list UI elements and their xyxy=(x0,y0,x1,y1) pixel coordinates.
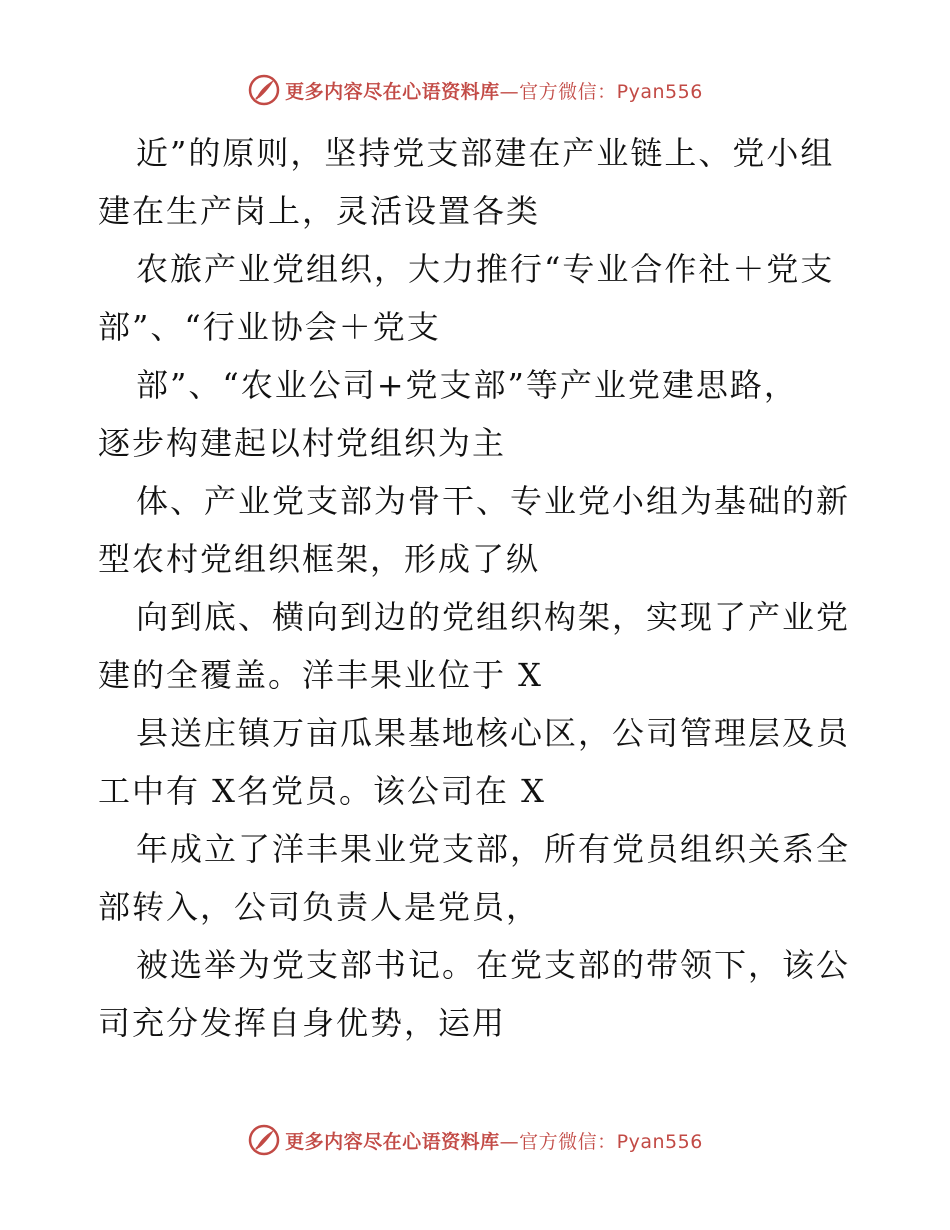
text-line: 农旅产业党组织，大力推行“专业合作社＋党支 xyxy=(136,250,835,288)
header-banner-lead: 更多内容尽在心语资料库 xyxy=(285,80,500,103)
text-line: 部转入，公司负责人是党员， xyxy=(98,888,541,926)
text-line: 体、产业党支部为骨干、专业党小组为基础的新 xyxy=(136,482,851,520)
header-banner-wechat: —官方微信：Pyan556 xyxy=(499,80,703,103)
text-line: 工中有 X名党员。该公司在 X xyxy=(98,772,546,810)
text-line: 被选举为党支部书记。在党支部的带领下，该公 xyxy=(136,946,851,984)
text-line: 近”的原则，坚持党支部建在产业链上、党小组 xyxy=(136,134,835,172)
text-line: 部”、“行业协会＋党支 xyxy=(98,308,441,346)
footer-banner-lead: 更多内容尽在心语资料库 xyxy=(285,1130,500,1153)
document-body xyxy=(98,124,858,1052)
header-watermark-banner xyxy=(0,70,950,110)
text-line: 型农村党组织框架，形成了纵 xyxy=(98,540,541,578)
footer-watermark-banner xyxy=(0,1120,950,1160)
text-line: 县送庄镇万亩瓜果基地核心区，公司管理层及员 xyxy=(136,714,851,752)
quill-logo-icon xyxy=(247,73,281,107)
text-line: 部”、“农业公司+党支部”等产业党建思路， xyxy=(136,366,798,404)
text-line: 司充分发挥自身优势，运用 xyxy=(98,1004,507,1042)
footer-banner-wechat: —官方微信：Pyan556 xyxy=(499,1130,703,1153)
text-line: 建在生产岗上，灵活设置各类 xyxy=(98,192,541,230)
text-line: 年成立了洋丰果业党支部，所有党员组织关系全 xyxy=(136,830,851,868)
text-line: 向到底、横向到边的党组织构架，实现了产业党 xyxy=(136,598,851,636)
text-line: 逐步构建起以村党组织为主 xyxy=(98,424,507,462)
quill-logo-icon xyxy=(247,1123,281,1157)
text-line: 建的全覆盖。洋丰果业位于 X xyxy=(98,656,543,694)
